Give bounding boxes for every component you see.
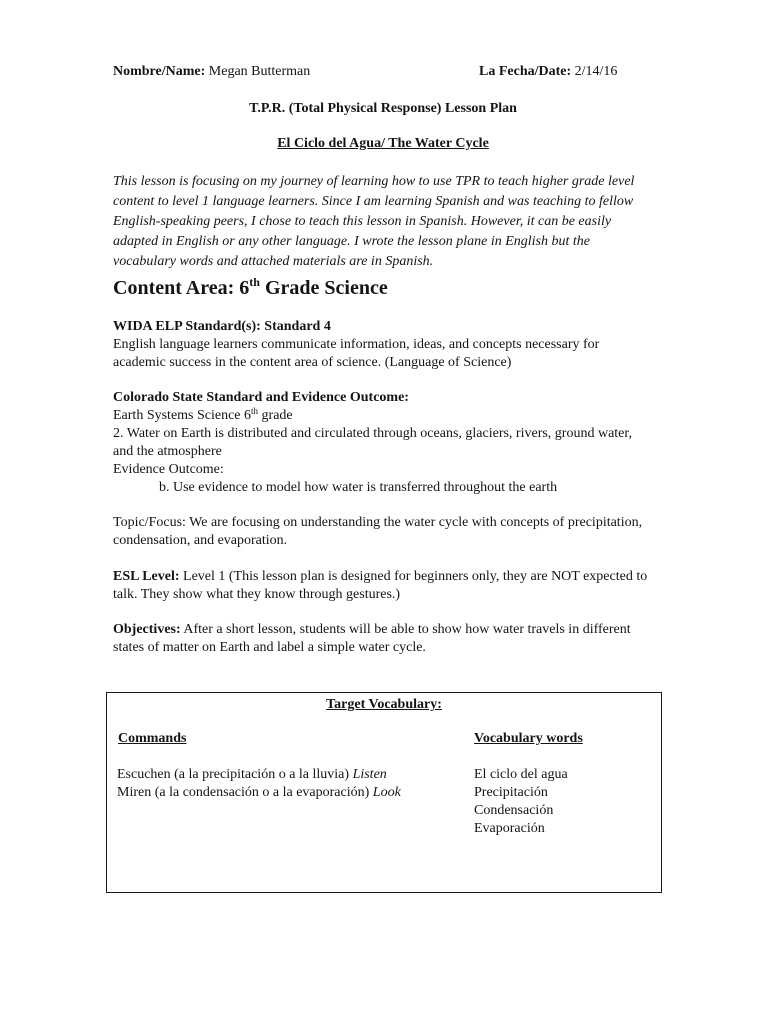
esl-text: Level 1 (This lesson plan is designed for beginners only, they are NOT expected to talk. They show what they know through gestures.)	[113, 569, 648, 602]
lesson-title: T.P.R. (Total Physical Response) Lesson Plan	[249, 101, 517, 116]
content-area-suffix: Grade Science	[259, 277, 388, 299]
name-value: Megan Butterman	[208, 64, 311, 79]
colorado-heading: Colorado State Standard and Evidence Outcome:	[113, 390, 409, 405]
list-item: Precipitación	[474, 785, 548, 800]
date-value: 2/14/16	[574, 64, 618, 79]
command-text: Miren (a la condensación o a la evaporación)	[117, 785, 373, 800]
esl-paragraph	[113, 568, 653, 604]
grade-suffix: grade	[258, 408, 293, 423]
content-area-prefix: Content Area: 6	[113, 277, 250, 299]
date-label: La Fecha/Date:	[479, 64, 572, 79]
objectives-section	[113, 621, 653, 657]
list-item	[117, 766, 401, 784]
wida-section	[113, 318, 653, 372]
esl-label: ESL Level:	[113, 569, 180, 584]
name-field	[113, 64, 310, 80]
lesson-subtitle: El Ciclo del Agua/ The Water Cycle	[277, 136, 489, 151]
commands-list	[117, 766, 401, 802]
intro-paragraph: This lesson is focusing on my journey of learning how to use TPR to teach higher grade level content to level 1 language learners. Since I am learning Spanish and was teaching to fellow English-speaking peers, I chose to teach this lesson in Spanish. However, it can be easily adapted in English or any other language. I wrote the lesson plane in English but the vocabulary words and attached materials are in Spanish.	[113, 174, 635, 269]
vocabulary-words-list	[474, 766, 568, 838]
vocabulary-words-heading: Vocabulary words	[474, 731, 583, 746]
commands-heading: Commands	[118, 731, 187, 746]
colorado-section	[113, 389, 653, 497]
evidence-outcome-item: b. Use evidence to model how water is transferred throughout the earth	[159, 480, 558, 495]
list-item	[117, 784, 401, 802]
wida-text: English language learners communicate information, ideas, and concepts necessary for academic success in the content area of science. (Language of Science)	[113, 337, 600, 370]
target-vocabulary-box	[106, 692, 662, 893]
esl-section	[113, 568, 653, 604]
grade-sup: th	[251, 406, 259, 416]
evidence-outcome-label: Evidence Outcome:	[113, 462, 224, 477]
colorado-standard: 2. Water on Earth is distributed and circulated through oceans, glaciers, rivers, ground water, and the atmosphere	[113, 426, 632, 459]
colorado-line-grade	[113, 407, 653, 425]
content-area-heading	[113, 277, 388, 300]
grade-prefix: Earth Systems Science 6	[113, 408, 252, 423]
objectives-label: Objectives:	[113, 622, 181, 637]
vocab-title: Target Vocabulary:	[326, 697, 442, 712]
list-item: El ciclo del agua	[474, 767, 568, 782]
wida-heading: WIDA ELP Standard(s): Standard 4	[113, 319, 331, 334]
list-item: Condensación	[474, 803, 554, 818]
content-area-sup: th	[249, 275, 260, 289]
command-translation: Listen	[352, 767, 387, 782]
command-text: Escuchen (a la precipitación o a la lluvia)	[117, 767, 353, 782]
date-field	[479, 64, 617, 80]
header-row	[113, 64, 673, 84]
list-item: Evaporación	[474, 821, 545, 836]
objectives-text: After a short lesson, students will be able to show how water travels in different states of matter on Earth and label a simple water cycle.	[113, 622, 631, 655]
topic-section	[113, 514, 653, 550]
name-label: Nombre/Name:	[113, 64, 206, 79]
command-translation: Look	[372, 785, 401, 800]
topic-text: Topic/Focus: We are focusing on understanding the water cycle with concepts of precipitation, condensation, and evaporation.	[113, 515, 643, 548]
objectives-paragraph	[113, 621, 653, 657]
